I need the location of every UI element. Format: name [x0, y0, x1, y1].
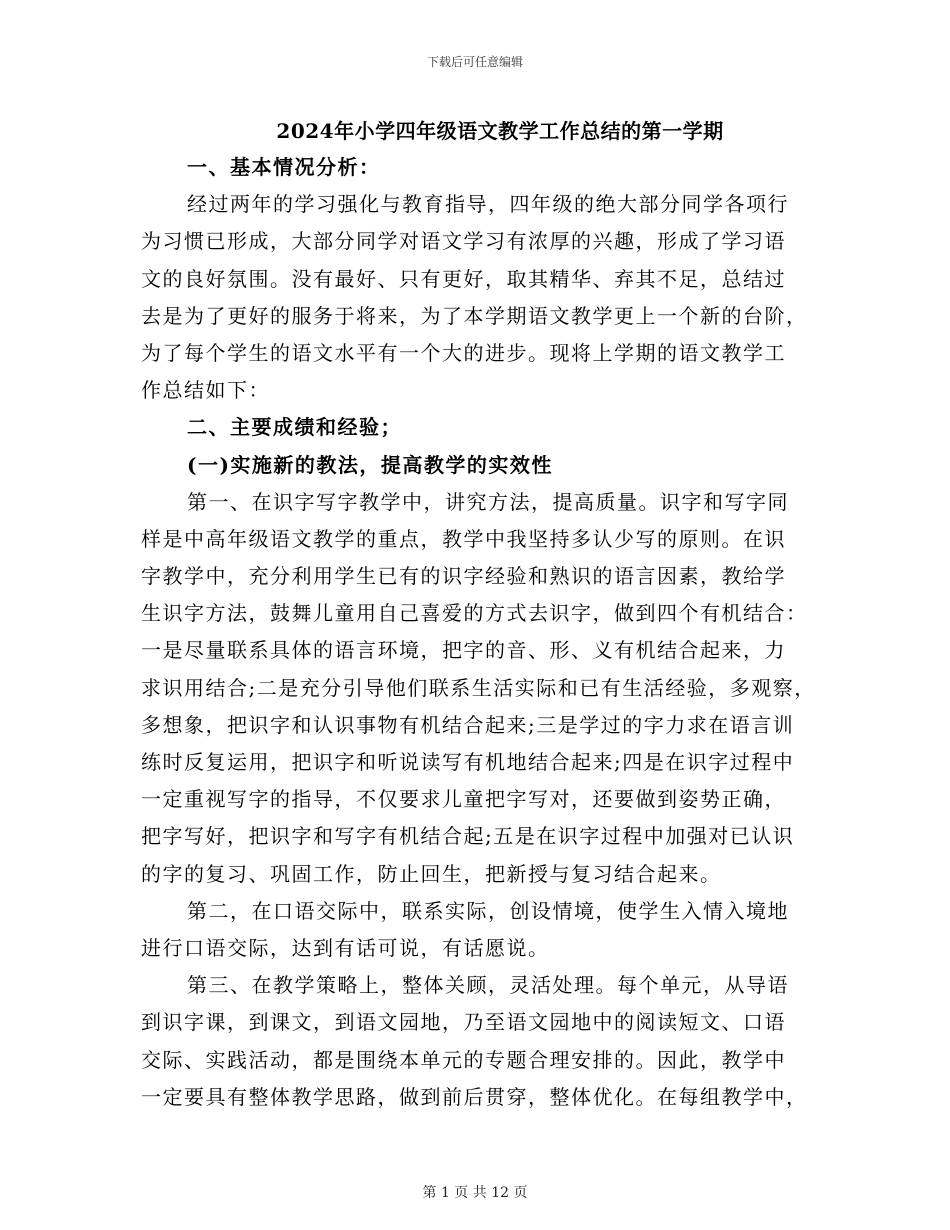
- paragraph-line: 第二，在口语交际中，联系实际，创设情境，使学生入情入境地: [187, 898, 789, 923]
- paragraph-line: 进行口语交际，达到有话可说，有话愿说。: [141, 935, 550, 960]
- paragraph-line: 去是为了更好的服务于将来，为了本学期语文教学更上一个新的台阶，: [141, 303, 808, 328]
- paragraph-line: 一是尽量联系具体的语言环境，把字的音、形、义有机结合起来，力: [141, 638, 786, 663]
- section-heading: 一、基本情况分析：: [187, 155, 381, 179]
- paragraph-line: 交际、实践活动，都是围绕本单元的专题合理安排的。因此，教学中: [141, 1047, 786, 1072]
- section-heading: 二、主要成绩和经验；: [187, 415, 402, 440]
- paragraph-line: 一定要具有整体教学思路，做到前后贯穿，整体优化。在每组教学中，: [141, 1084, 808, 1109]
- page-footer: 第 1 页 共 12 页: [422, 1185, 528, 1201]
- paragraph-line: 求识用结合;二是充分引导他们联系生活实际和已有生活经验，多观察，: [141, 675, 816, 700]
- paragraph-line: 到识字课，到课文，到语文园地，乃至语文园地中的阅读短文、口语: [141, 1010, 786, 1035]
- paragraph-line: 作总结如下：: [141, 378, 270, 403]
- paragraph-line: 文的良好氛围。没有最好、只有更好，取其精华、弃其不足，总结过: [141, 266, 786, 291]
- paragraph-line: 一定重视写字的指导，不仅要求儿童把字写对，还要做到姿势正确，: [141, 787, 786, 812]
- paragraph-line: 样是中高年级语文教学的重点，教学中我坚持多认少写的原则。在识: [141, 526, 786, 551]
- subsection-heading: (一)实施新的教法，提高教学的实效性: [187, 452, 553, 477]
- paragraph-line: 把字写好，把识字和写字有机结合起;五是在识字过程中加强对已认识: [141, 824, 795, 849]
- paragraph-line: 字教学中，充分利用学生已有的识字经验和熟识的语言因素，教给学: [141, 564, 786, 589]
- document-title: 2024年小学四年级语文教学工作总结的第一学期: [276, 119, 724, 143]
- paragraph-line: 为了每个学生的语文水平有一个大的进步。现将上学期的语文教学工: [141, 340, 786, 365]
- paragraph-line: 经过两年的学习强化与教育指导，四年级的绝大部分同学各项行: [187, 192, 789, 217]
- paragraph-line: 多想象，把识字和认识事物有机结合起来;三是学过的字力求在语言训: [141, 712, 795, 737]
- paragraph-line: 为习惯已形成，大部分同学对语文学习有浓厚的兴趣，形成了学习语: [141, 229, 786, 254]
- paragraph-line: 生识字方法，鼓舞儿童用自己喜爱的方式去识字，做到四个有机结合：: [141, 601, 808, 626]
- document-body: [141, 149, 816, 1116]
- paragraph-line: 的字的复习、巩固工作，防止回生，把新授与复习结合起来。: [141, 861, 722, 886]
- page-header: 下载后可任意编辑: [426, 55, 523, 69]
- paragraph-line: 练时反复运用，把识字和听说读写有机地结合起来;四是在识字过程中: [141, 750, 795, 774]
- paragraph-line: 第三、在教学策略上，整体关顾，灵活处理。每个单元，从导语: [187, 973, 789, 998]
- paragraph-line: 第一、在识字写字教学中，讲究方法，提高质量。识字和写字同: [187, 489, 789, 514]
